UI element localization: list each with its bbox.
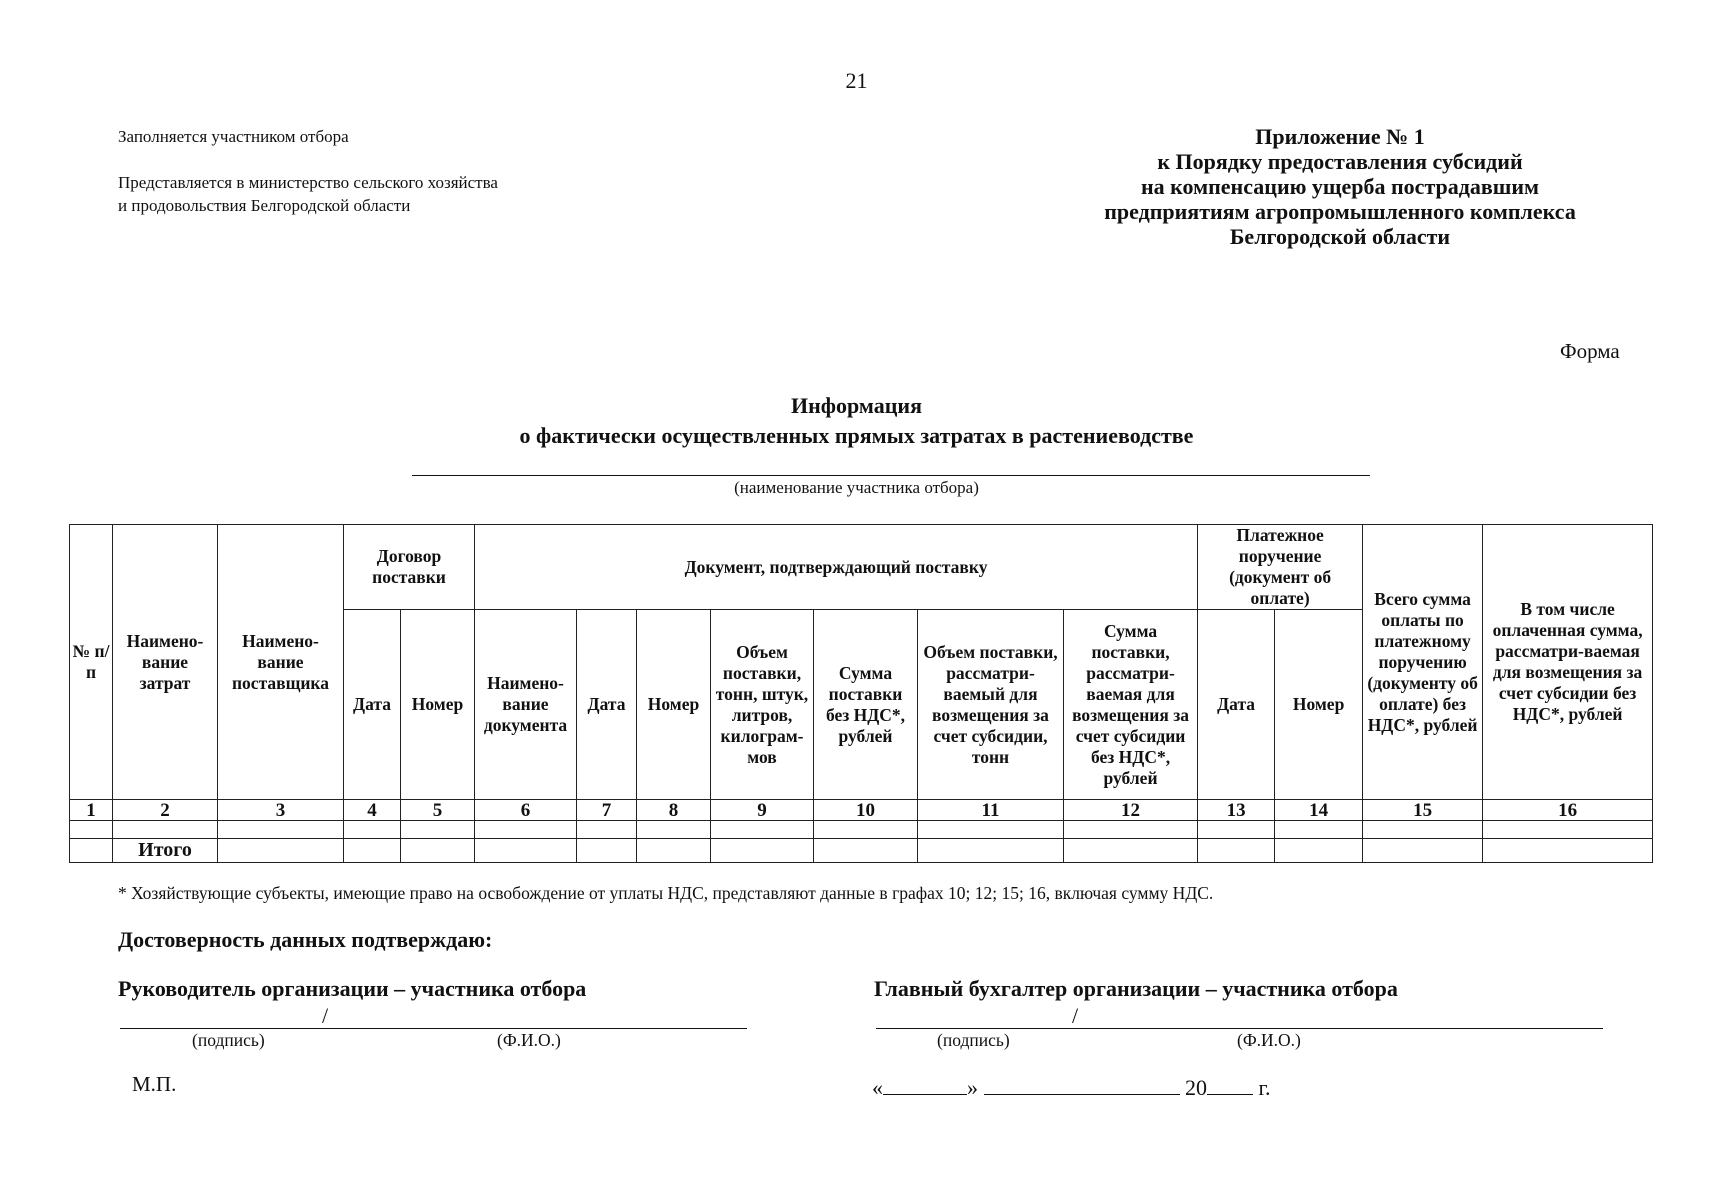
table-cell[interactable] xyxy=(113,821,218,839)
table-cell[interactable] xyxy=(918,821,1064,839)
table-cell[interactable] xyxy=(1483,839,1653,863)
table-cell[interactable] xyxy=(1198,839,1275,863)
table-cell[interactable] xyxy=(814,839,918,863)
col-header-5: Номер xyxy=(401,610,475,800)
accountant-name-caption: (Ф.И.О.) xyxy=(1237,1030,1301,1050)
confirmation-heading: Достоверность данных подтверждаю: xyxy=(118,927,493,952)
col-header-13: Дата xyxy=(1198,610,1275,800)
table-cell[interactable] xyxy=(1363,839,1483,863)
table-cell[interactable] xyxy=(711,821,814,839)
table-cell[interactable] xyxy=(475,839,577,863)
column-number: 16 xyxy=(1483,800,1653,821)
column-number: 4 xyxy=(344,800,401,821)
column-number: 15 xyxy=(1363,800,1483,821)
appendix-line4: предприятиям агропромышленного комплекса xyxy=(1104,199,1576,224)
table-cell[interactable] xyxy=(401,839,475,863)
date-field xyxy=(872,1072,1271,1101)
page-number: 21 xyxy=(845,68,868,93)
table-cell[interactable] xyxy=(1275,821,1363,839)
left-notes xyxy=(118,125,498,217)
col-header-3: Наимено-вание поставщика xyxy=(218,525,344,800)
column-number: 13 xyxy=(1198,800,1275,821)
col-header-15: Всего сумма оплаты по платежному поручению (документу об оплате) без НДС*, рублей xyxy=(1363,525,1483,800)
table-cell[interactable] xyxy=(1275,839,1363,863)
col-header-8: Номер xyxy=(637,610,711,800)
table-cell[interactable] xyxy=(1064,839,1198,863)
appendix-line3: на компенсацию ущерба пострадавшим xyxy=(1140,174,1539,199)
col-header-16: В том числе оплаченная сумма, рассматри-ваемая для возмещения за счет субсидии без НДС*, рублей xyxy=(1483,525,1653,800)
appendix-line1: Приложение № 1 xyxy=(1255,124,1425,149)
column-number: 9 xyxy=(711,800,814,821)
total-label: Итого xyxy=(113,839,218,863)
vat-footnote: * Хозяйствующие субъекты, имеющие право на освобождение от уплаты НДС, представляют данные в графах 10; 12; 15; 16, включая сумму НДС. xyxy=(118,883,1214,903)
table-cell[interactable] xyxy=(218,821,344,839)
head-signature-title: Руководитель организации – участника отбора xyxy=(118,976,587,1001)
table-cell[interactable] xyxy=(637,821,711,839)
table-cell[interactable] xyxy=(70,821,113,839)
column-number: 6 xyxy=(475,800,577,821)
document-title: Информация xyxy=(790,393,922,418)
form-label: Форма xyxy=(1560,339,1620,363)
day-blank[interactable] xyxy=(883,1072,967,1095)
table-cell[interactable] xyxy=(814,821,918,839)
column-number: 7 xyxy=(577,800,637,821)
table-cell[interactable] xyxy=(401,821,475,839)
appendix-block xyxy=(1050,124,1630,249)
column-number: 2 xyxy=(113,800,218,821)
filled-by-note: Заполняется участником отбора xyxy=(118,127,349,146)
group-header-contract: Договор поставки xyxy=(344,525,475,610)
accountant-signature-separator: / xyxy=(1072,1003,1079,1028)
appendix-line2: к Порядку предоставления субсидий xyxy=(1157,149,1523,174)
table-cell[interactable] xyxy=(1363,821,1483,839)
table-cell[interactable] xyxy=(218,839,344,863)
head-signature-separator: / xyxy=(322,1003,329,1028)
year-blank[interactable] xyxy=(1207,1072,1253,1095)
head-signature-line[interactable] xyxy=(120,1028,747,1029)
submitted-to-line2: и продовольствия Белгородской области xyxy=(118,196,411,215)
col-header-2: Наимено-вание затрат xyxy=(113,525,218,800)
submitted-to-line1: Представляется в министерство сельского хозяйства xyxy=(118,173,498,192)
appendix-line5: Белгородской области xyxy=(1229,224,1451,249)
table-cell[interactable] xyxy=(1064,821,1198,839)
document-subtitle: о фактически осуществленных прямых затратах в растениеводстве xyxy=(519,423,1194,448)
table-cell[interactable] xyxy=(344,821,401,839)
table-cell[interactable] xyxy=(1483,821,1653,839)
table-cell[interactable] xyxy=(344,839,401,863)
table-cell[interactable] xyxy=(577,839,637,863)
col-header-12: Сумма поставки, рассматри-ваемая для возмещения за счет субсидии без НДС*, рублей xyxy=(1064,610,1198,800)
table-cell[interactable] xyxy=(1198,821,1275,839)
column-number: 8 xyxy=(637,800,711,821)
col-header-11: Объем поставки, рассматри-ваемый для возмещения за счет субсидии, тонн xyxy=(918,610,1064,800)
col-header-10: Сумма поставки без НДС*, рублей xyxy=(814,610,918,800)
group-header-delivery-document: Документ, подтверждающий поставку xyxy=(475,525,1198,610)
month-blank[interactable] xyxy=(984,1072,1180,1095)
table-cell[interactable] xyxy=(918,839,1064,863)
column-number: 11 xyxy=(918,800,1064,821)
participant-name-caption: (наименование участника отбора) xyxy=(734,478,979,497)
date-close-quote: » xyxy=(967,1075,978,1100)
head-signature-caption: (подпись) xyxy=(192,1030,265,1050)
column-number: 14 xyxy=(1275,800,1363,821)
column-number: 1 xyxy=(70,800,113,821)
head-name-caption: (Ф.И.О.) xyxy=(497,1030,561,1050)
col-header-14: Номер xyxy=(1275,610,1363,800)
table-cell[interactable] xyxy=(475,821,577,839)
col-header-4: Дата xyxy=(344,610,401,800)
accountant-signature-title: Главный бухгалтер организации – участника отбора xyxy=(874,976,1398,1001)
expenses-table xyxy=(69,524,1653,863)
col-header-1: № п/п xyxy=(70,525,113,800)
stamp-placeholder: М.П. xyxy=(132,1072,177,1096)
table-cell xyxy=(70,839,113,863)
group-header-payment-order: Платежное поручение (документ об оплате) xyxy=(1198,525,1363,610)
total-row xyxy=(70,839,1653,863)
date-open-quote: « xyxy=(872,1075,883,1100)
year-suffix: г. xyxy=(1258,1075,1271,1100)
column-number: 3 xyxy=(218,800,344,821)
accountant-signature-line[interactable] xyxy=(876,1028,1603,1029)
column-number: 12 xyxy=(1064,800,1198,821)
participant-name-field[interactable] xyxy=(412,475,1370,476)
column-number: 10 xyxy=(814,800,918,821)
column-number: 5 xyxy=(401,800,475,821)
table-cell[interactable] xyxy=(637,839,711,863)
col-header-6: Наимено-вание документа xyxy=(475,610,577,800)
table-cell[interactable] xyxy=(577,821,637,839)
year-prefix: 20 xyxy=(1185,1075,1207,1100)
col-header-9: Объем поставки, тонн, штук, литров, килограм-мов xyxy=(711,610,814,800)
col-header-7: Дата xyxy=(577,610,637,800)
table-cell[interactable] xyxy=(711,839,814,863)
accountant-signature-caption: (подпись) xyxy=(937,1030,1010,1050)
table-row xyxy=(70,821,1653,839)
